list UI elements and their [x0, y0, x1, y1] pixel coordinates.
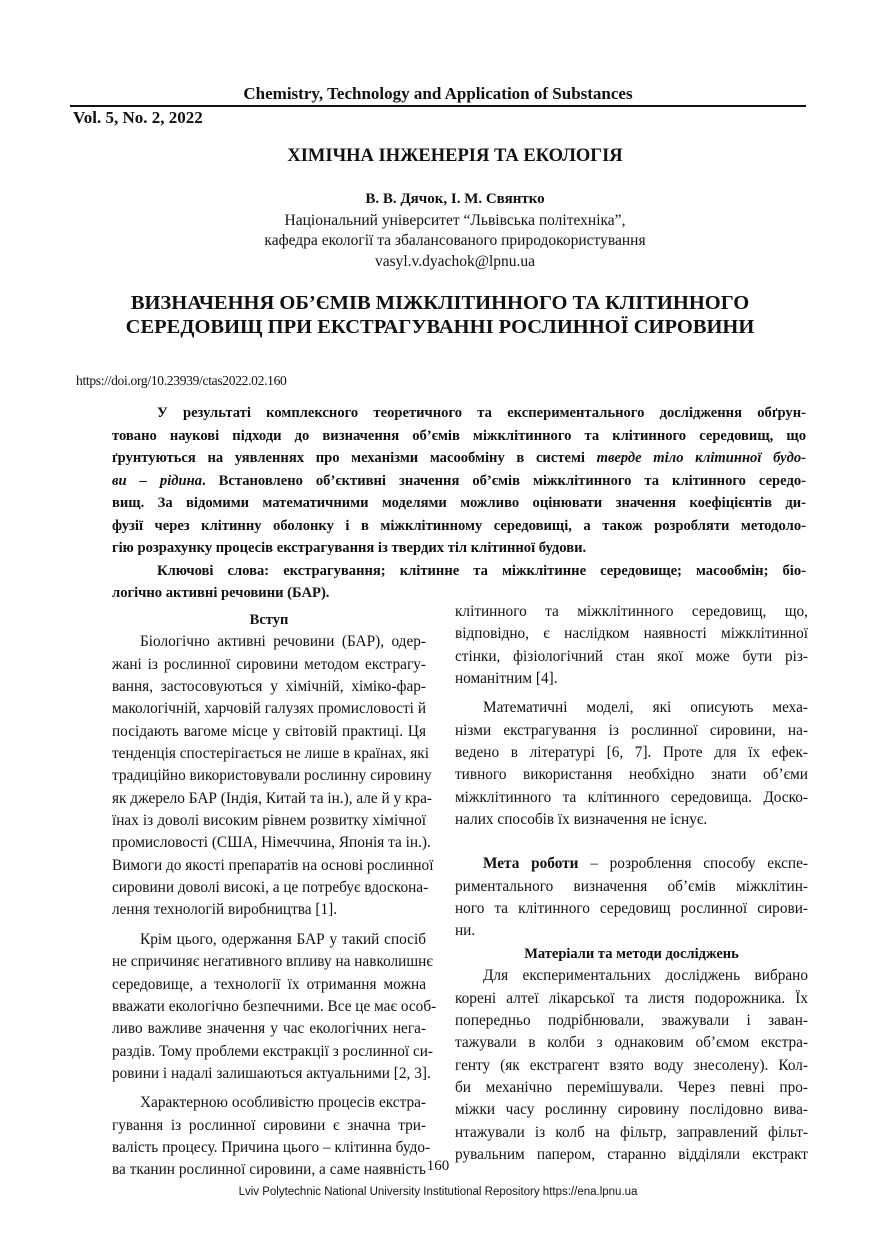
journal-name: Chemistry, Technology and Application of Substances: [243, 84, 633, 103]
text-line: Характерною особливістю процесів екстра-: [140, 1094, 426, 1112]
text-line: сировини доволі високі, а це потребує вдоскона-: [112, 879, 429, 897]
text-line: корені алтеї лікарської та листя подорожника. Їх: [455, 989, 808, 1007]
text-line: ведено в літературі [6, 7]. Проте для їх ефек-: [455, 744, 808, 762]
keywords: [112, 560, 806, 605]
text-line: лення технологій виробництва [1].: [112, 901, 338, 919]
paragraph: [455, 965, 808, 1166]
abstract-text: [112, 402, 806, 560]
paragraph: [112, 929, 437, 1085]
paragraph: [455, 601, 808, 690]
text-line: У результаті комплексного теоретичного та експериментального дослідження обґрун-: [157, 405, 806, 421]
text-line: вищ. За відомими математичними моделями можливо оцінювати значення коефіцієнтів ди-: [112, 495, 806, 511]
text-line: Мета роботи – розроблення способу експе-: [483, 855, 808, 873]
text-line: фузії через клітинну оболонку і в міжклітинному середовищі, а також розробляти методоло-: [112, 517, 806, 534]
volume-issue: Vol. 5, No. 2, 2022: [73, 108, 203, 127]
text-line: ґрунтуються на уявленнях про механізми масообміну в системі тверде тіло клітинної будо-: [112, 450, 806, 466]
text-line: ровини і надалі залишаються актуальними [2, 3].: [112, 1064, 431, 1082]
text-line: ливо важливе значення у час екологічних нега-: [112, 1020, 426, 1038]
text-line: тенденція спостерігається не лише в країнах, які: [112, 745, 429, 763]
text-line: налих способів їх визначення не існує.: [455, 811, 708, 829]
section-heading: Вступ: [249, 612, 289, 628]
text-line: Біологічно активні речовини (БАР), одер-: [140, 633, 426, 651]
text-line: їнах із доволі високим рівнем розвитку хімічної: [112, 812, 426, 830]
title-line: ВИЗНАЧЕННЯ ОБ’ЄМІВ МІЖКЛІТИННОГО ТА КЛІТИННОГО: [130, 292, 750, 314]
paragraph: [455, 697, 808, 831]
text-line: міжклітинного та клітинного середовища. Доско-: [455, 788, 808, 806]
text-line: логічно активні речовини (БАР).: [112, 585, 330, 601]
author-email[interactable]: vasyl.v.dyachok@lpnu.ua: [374, 253, 536, 270]
text-line: Математичні моделі, які описують меха-: [483, 699, 808, 717]
text-line: як джерело БАР (Індія, Китай та ін.), але й у кра-: [112, 789, 432, 807]
repository-footer: Lviv Polytechnic National University Institutional Repository https://ena.lpnu.ua: [238, 1186, 638, 1198]
paragraph: [112, 631, 434, 921]
text-line: стінки, фізіологічний стан якої може бути різ-: [455, 647, 808, 665]
text-line: гію розрахунку процесів екстрагування із твердих тіл клітинної будови.: [112, 540, 587, 556]
affiliation-university: Національний університет “Львівська політехніка”,: [284, 212, 626, 229]
text-line: гування із рослинної сировини є значна три-: [112, 1116, 426, 1134]
paragraph: [455, 853, 808, 942]
header-rule: [70, 105, 806, 107]
text-line: промисловості (США, Німеччина, Японія та ін.).: [112, 834, 431, 852]
text-line: ви – рідина. Встановлено об’єктивні значення об’ємів міжклітинного та клітинного середо-: [112, 472, 807, 489]
text-line: ва тканин рослинної сировини, а саме наявність: [112, 1161, 426, 1179]
text-line: тажували в колби з однаковим об’ємом екстра-: [455, 1034, 808, 1052]
abstract: [112, 402, 806, 605]
text-line: клітинного та міжклітинного середовищ, що,: [455, 603, 808, 620]
text-line: середовище, а технології їх отримання можна: [112, 975, 426, 993]
section-title: ХІМІЧНА ІНЖЕНЕРІЯ ТА ЕКОЛОГІЯ: [287, 146, 623, 166]
text-line: попередньо подрібнювали, зважували і заван-: [455, 1011, 808, 1029]
text-line: тивного використання необхідно знати об’єми: [455, 766, 808, 784]
text-line: вважати екологічно безпечними. Все це має особ-: [112, 997, 437, 1015]
text-line: рувальним папером, старанно відділяли екстракт: [455, 1145, 808, 1163]
authors: В. В. Дячок, І. М. Свянтко: [365, 191, 545, 207]
doi-link[interactable]: https://doi.org/10.23939/ctas2022.02.160: [76, 373, 287, 388]
text-line: нтажували із колб на фільтр, заправлений фільт-: [455, 1123, 808, 1141]
text-line: ни.: [455, 922, 476, 940]
affiliation-department: кафедра екології та збалансованого природокористування: [264, 232, 646, 249]
text-line: міжки часу рослинну сировину послідовно вива-: [455, 1101, 808, 1119]
spacer: [455, 831, 808, 853]
text-line: Ключові слова: екстрагування; клітинне та міжклітинне середовище; масообмін; біо-: [157, 562, 806, 579]
left-column: [112, 609, 437, 1182]
text-line: жані із рослинної сировини методом екстрагу-: [112, 655, 426, 673]
text-line: Крім цього, одержання БАР у такий спосіб: [140, 930, 426, 948]
text-line: Вимоги до якості препаратів на основі рослинної: [112, 856, 434, 874]
right-column: [455, 601, 808, 1166]
text-line: посідають вагоме місце у світовій практиці. Ця: [112, 722, 426, 740]
section-heading: Матеріали та методи досліджень: [524, 945, 739, 962]
article-title: [40, 291, 840, 339]
text-line: традиційно використовували рослинну сировину: [112, 767, 432, 785]
text-line: нізми екстрагування із рослинної сировини, на-: [455, 721, 808, 739]
text-line: би механічно перемішували. Через певні про-: [455, 1078, 808, 1096]
text-line: макологічній, харчовій галузях промисловості й: [112, 700, 426, 718]
text-line: раздів. Тому проблеми екстракції з рослинної си-: [112, 1042, 434, 1060]
text-line: генту (як екстрагент взято воду знесолену). Кол-: [455, 1056, 808, 1074]
text-line: відповідно, є наслідком наявності міжклітинної: [455, 625, 808, 643]
text-line: товано наукові підходи до визначення об’ємів міжклітинного та клітинного середовищ, що: [112, 427, 806, 444]
page-number: 160: [426, 1158, 450, 1174]
text-line: валість процесу. Причина цього – клітинна будо-: [112, 1138, 431, 1156]
text-line: вання, застосовуються у хімічній, хіміко-фар-: [112, 678, 426, 696]
text-line: ного та клітинного середовищ рослинної сирови-: [455, 900, 808, 918]
text-line: риментального визначення об’ємів міжклітин-: [455, 877, 808, 895]
title-line: СЕРЕДОВИЩ ПРИ ЕКСТРАГУВАННІ РОСЛИННОЇ СИРОВИНИ: [125, 316, 755, 338]
text-line: не спричиняє негативного впливу на навколишнє: [112, 953, 433, 971]
text-line: Для експериментальних досліджень вибрано: [483, 967, 808, 985]
text-line: номанітним [4].: [455, 670, 558, 688]
